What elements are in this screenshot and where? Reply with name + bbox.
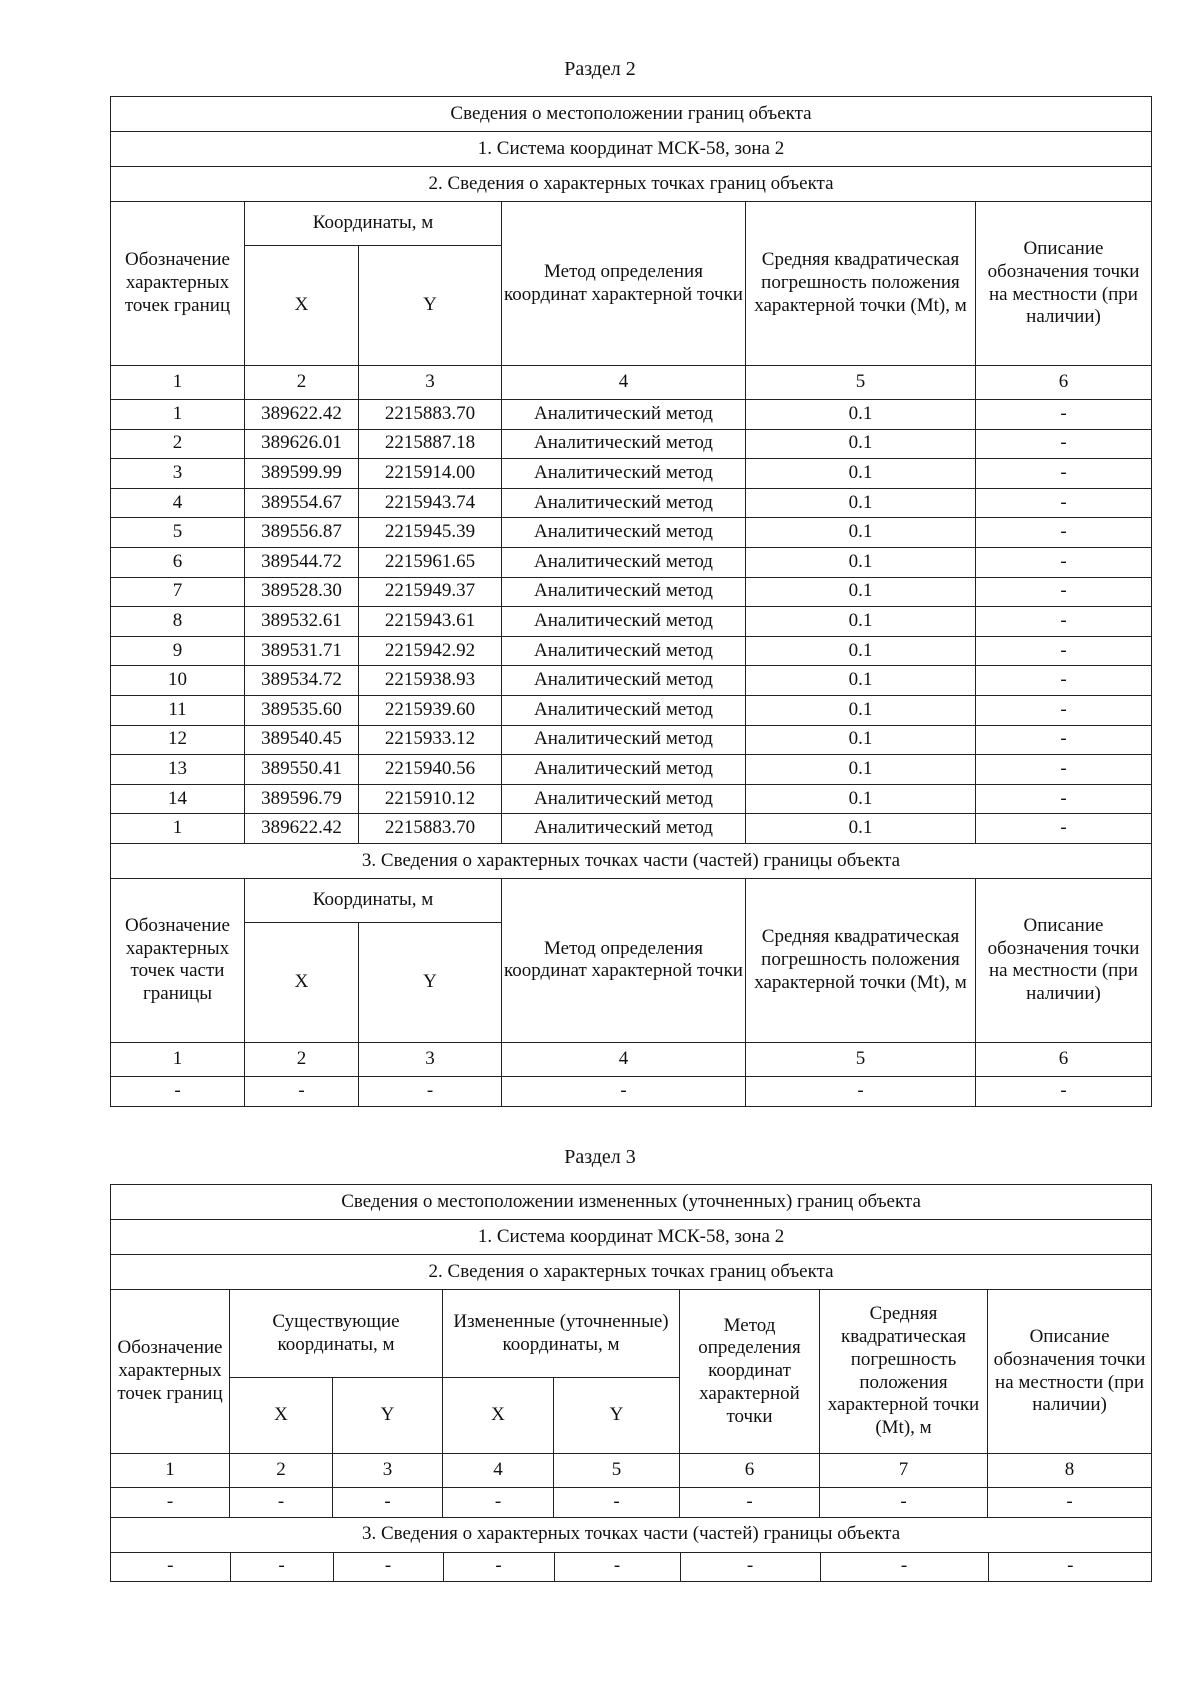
table-cell: 389532.61 <box>245 607 359 637</box>
table-cell: 0.1 <box>746 459 976 489</box>
table-cell: - <box>1067 1555 1074 1577</box>
column-number: 2 <box>230 1454 333 1488</box>
table-cell: 2215938.93 <box>359 666 502 696</box>
column-number: 2 <box>245 1042 359 1076</box>
table-cell: - <box>976 607 1152 637</box>
table-cell: 389556.87 <box>245 518 359 548</box>
table-cell: - <box>554 1553 680 1582</box>
column-number: 1 <box>111 366 245 400</box>
table-cell: - <box>976 1076 1152 1106</box>
section-2-title: Раздел 2 <box>564 58 636 80</box>
header-error: Средняя квадратическая погрешность положения характерной точки (Mt), м <box>746 202 976 366</box>
table-cell: 2215887.18 <box>359 429 502 459</box>
table-cell: 389599.99 <box>245 459 359 489</box>
table-cell: 0.1 <box>746 607 976 637</box>
parts-column-number-row <box>111 1042 1152 1076</box>
table-cell: - <box>443 1553 554 1582</box>
table-cell: Аналитический метод <box>502 607 746 637</box>
table-row <box>111 784 1152 814</box>
parts-header-x: X <box>245 922 359 1042</box>
table-cell: 0.1 <box>746 636 976 666</box>
table-cell: 0.1 <box>746 784 976 814</box>
table-cell: 389544.72 <box>245 547 359 577</box>
table-cell: - <box>988 1488 1152 1518</box>
table-cell: Аналитический метод <box>502 725 746 755</box>
table-row <box>111 429 1152 459</box>
table-cell: 2215943.61 <box>359 607 502 637</box>
table-row <box>111 459 1152 489</box>
table-cell: Аналитический метод <box>502 814 746 844</box>
table-cell: 14 <box>111 784 245 814</box>
table-cell: 0.1 <box>746 695 976 725</box>
header-coords: Координаты, м <box>245 202 502 246</box>
table-row <box>111 547 1152 577</box>
table-cell: 6 <box>111 547 245 577</box>
table-cell: 0.1 <box>746 814 976 844</box>
table-cell: Аналитический метод <box>502 784 746 814</box>
header-designation: Обозначение характерных точек границ <box>111 1290 230 1454</box>
table-cell: - <box>502 1076 746 1106</box>
table-cell: 1 <box>111 400 245 430</box>
table-cell: 389596.79 <box>245 784 359 814</box>
table-row <box>111 755 1152 785</box>
table-cell: 2215940.56 <box>359 755 502 785</box>
table-cell: 7 <box>111 577 245 607</box>
header-description: Описание обозначения точки на местности (при наличии) <box>976 202 1152 366</box>
points-heading: 2. Сведения о характерных точках границ объекта <box>111 167 1152 202</box>
s3-column-number-row <box>111 1454 1152 1488</box>
s3-parts-heading-row <box>111 1517 1152 1552</box>
header-x: X <box>443 1378 554 1454</box>
parts-header-designation: Обозначение характерных точек части границы <box>111 878 245 1042</box>
column-number: 5 <box>746 366 976 400</box>
column-number: 6 <box>976 1042 1152 1076</box>
table-cell: 13 <box>111 755 245 785</box>
column-number: 4 <box>502 366 746 400</box>
s3-parts-row-container <box>111 1552 1152 1582</box>
table-cell: - <box>443 1488 554 1518</box>
points-heading-row <box>111 167 1152 202</box>
table-row <box>111 666 1152 696</box>
table-cell: Аналитический метод <box>502 755 746 785</box>
table-cell: 0.1 <box>746 666 976 696</box>
table-cell: 0.1 <box>746 547 976 577</box>
section-2-heading-row <box>111 97 1152 132</box>
s3-points-heading-row <box>111 1255 1152 1290</box>
table-cell: 2215943.74 <box>359 488 502 518</box>
parts-heading: 3. Сведения о характерных точках части (частей) границы объекта <box>111 1517 1152 1552</box>
table-cell: - <box>976 488 1152 518</box>
table-cell: - <box>976 784 1152 814</box>
parts-header-coords: Координаты, м <box>245 878 502 922</box>
header-row-1 <box>111 202 1152 246</box>
table-cell: - <box>976 666 1152 696</box>
table-cell: - <box>554 1488 680 1518</box>
table-cell: 389528.30 <box>245 577 359 607</box>
header-designation: Обозначение характерных точек границ <box>111 202 245 366</box>
table-cell: 2215883.70 <box>359 400 502 430</box>
table-cell: 2215910.12 <box>359 784 502 814</box>
column-number: 7 <box>820 1454 988 1488</box>
section-3-heading: Сведения о местоположении измененных (уточненных) границ объекта <box>111 1185 1152 1220</box>
parts-data-row <box>111 1076 1152 1106</box>
table-row <box>111 488 1152 518</box>
column-number: 4 <box>443 1454 554 1488</box>
table-cell: 0.1 <box>746 755 976 785</box>
points-heading: 2. Сведения о характерных точках границ объекта <box>111 1255 1152 1290</box>
table-cell: - <box>680 1488 820 1518</box>
section-3-title: Раздел 3 <box>564 1146 636 1168</box>
table-cell: - <box>680 1553 820 1582</box>
header-changed-coords: Измененные (уточненные) координаты, м <box>443 1290 680 1378</box>
coord-system: 1. Система координат МСК-58, зона 2 <box>111 132 1152 167</box>
table-cell: - <box>976 459 1152 489</box>
column-number: 5 <box>554 1454 680 1488</box>
table-cell: - <box>976 636 1152 666</box>
table-cell: Аналитический метод <box>502 695 746 725</box>
table-cell: 389626.01 <box>245 429 359 459</box>
table-cell: Аналитический метод <box>502 577 746 607</box>
table-cell: - <box>976 695 1152 725</box>
table-row <box>111 725 1152 755</box>
column-number: 3 <box>359 366 502 400</box>
section-2-table <box>110 96 1152 1107</box>
table-cell: 389531.71 <box>245 636 359 666</box>
table-cell: 2215933.12 <box>359 725 502 755</box>
header-y: Y <box>333 1378 443 1454</box>
table-cell: - <box>245 1076 359 1106</box>
table-cell: 0.1 <box>746 577 976 607</box>
table-cell: 389534.72 <box>245 666 359 696</box>
section-3-heading-row <box>111 1185 1152 1220</box>
header-y: Y <box>554 1378 680 1454</box>
table-cell: 389622.42 <box>245 400 359 430</box>
header-x: X <box>230 1378 333 1454</box>
table-cell: - <box>333 1553 443 1582</box>
section-3-table <box>110 1184 1152 1582</box>
s3-parts-row <box>111 1552 1152 1582</box>
table-row <box>111 577 1152 607</box>
table-cell: Аналитический метод <box>502 636 746 666</box>
table-cell: 3 <box>111 459 245 489</box>
table-row <box>111 607 1152 637</box>
table-cell: Аналитический метод <box>502 666 746 696</box>
table-cell: 0.1 <box>746 488 976 518</box>
table-cell: - <box>230 1553 333 1582</box>
s3-data-row <box>111 1488 1152 1518</box>
table-cell: Аналитический метод <box>502 429 746 459</box>
table-cell: - <box>111 1488 230 1518</box>
table-cell: - <box>333 1488 443 1518</box>
table-row <box>111 814 1152 844</box>
header-existing-coords: Существующие координаты, м <box>230 1290 443 1378</box>
section-2-heading: Сведения о местоположении границ объекта <box>111 97 1152 132</box>
table-cell: - <box>111 1553 230 1582</box>
table-cell: - <box>746 1076 976 1106</box>
table-cell: Аналитический метод <box>502 459 746 489</box>
column-number: 6 <box>976 366 1152 400</box>
table-cell: 2215939.60 <box>359 695 502 725</box>
table-cell: - <box>976 400 1152 430</box>
coord-system-row <box>111 132 1152 167</box>
table-cell: 4 <box>111 488 245 518</box>
parts-header-error: Средняя квадратическая погрешность положения характерной точки (Mt), м <box>746 878 976 1042</box>
table-cell: - <box>820 1488 988 1518</box>
table-cell: 5 <box>111 518 245 548</box>
parts-heading-row <box>111 843 1152 878</box>
table-cell: - <box>976 725 1152 755</box>
column-number: 3 <box>359 1042 502 1076</box>
table-cell: - <box>230 1488 333 1518</box>
table-cell: 0.1 <box>746 400 976 430</box>
table-cell: 2215914.00 <box>359 459 502 489</box>
table-cell: 0.1 <box>746 518 976 548</box>
table-cell: Аналитический метод <box>502 547 746 577</box>
parts-header-method: Метод определения координат характерной точки <box>502 878 746 1042</box>
table-cell: 2 <box>111 429 245 459</box>
s3-header-row-1 <box>111 1290 1152 1378</box>
table-cell: 0.1 <box>746 429 976 459</box>
header-description: Описание обозначения точки на местности (при наличии) <box>988 1290 1152 1454</box>
parts-heading: 3. Сведения о характерных точках части (частей) границы объекта <box>111 843 1152 878</box>
column-number: 6 <box>680 1454 820 1488</box>
coord-system: 1. Система координат МСК-58, зона 2 <box>111 1220 1152 1255</box>
column-number: 4 <box>502 1042 746 1076</box>
s3-parts-subtable <box>111 1553 1152 1582</box>
table-cell: - <box>359 1076 502 1106</box>
header-method: Метод определения координат характерной точки <box>680 1290 820 1454</box>
table-cell: - <box>976 518 1152 548</box>
table-cell: - <box>976 429 1152 459</box>
column-number: 3 <box>333 1454 443 1488</box>
table-cell: 389535.60 <box>245 695 359 725</box>
table-cell: 389540.45 <box>245 725 359 755</box>
table-cell: - <box>976 755 1152 785</box>
table-cell: - <box>976 577 1152 607</box>
column-number: 1 <box>111 1454 230 1488</box>
table-cell: Аналитический метод <box>502 488 746 518</box>
table-row <box>111 518 1152 548</box>
table-cell: - <box>976 814 1152 844</box>
table-cell: 2215961.65 <box>359 547 502 577</box>
column-number: 8 <box>988 1454 1152 1488</box>
table-cell: Аналитический метод <box>502 518 746 548</box>
s3-coord-system-row <box>111 1220 1152 1255</box>
table-cell: 2215942.92 <box>359 636 502 666</box>
table-cell: 11 <box>111 695 245 725</box>
parts-header-description: Описание обозначения точки на местности (при наличии) <box>976 878 1152 1042</box>
table-cell: 0.1 <box>746 725 976 755</box>
table-cell: 8 <box>111 607 245 637</box>
table-cell: - <box>976 547 1152 577</box>
table-cell: 389554.67 <box>245 488 359 518</box>
column-number: 2 <box>245 366 359 400</box>
column-number: 5 <box>746 1042 976 1076</box>
header-x: X <box>245 246 359 366</box>
table-cell: 2215945.39 <box>359 518 502 548</box>
table-cell: Аналитический метод <box>502 400 746 430</box>
table-cell: 10 <box>111 666 245 696</box>
table-cell: 2215949.37 <box>359 577 502 607</box>
table-row <box>111 695 1152 725</box>
table-cell: - <box>820 1553 988 1582</box>
table-cell: 389550.41 <box>245 755 359 785</box>
parts-header-y: Y <box>359 922 502 1042</box>
column-number-row <box>111 366 1152 400</box>
table-cell: 389622.42 <box>245 814 359 844</box>
table-cell: 12 <box>111 725 245 755</box>
table-row <box>111 636 1152 666</box>
table-row <box>111 400 1152 430</box>
column-number: 1 <box>111 1042 245 1076</box>
table-cell: 2215883.70 <box>359 814 502 844</box>
header-y: Y <box>359 246 502 366</box>
header-method: Метод определения координат характерной точки <box>502 202 746 366</box>
table-cell: 9 <box>111 636 245 666</box>
table-cell: 1 <box>111 814 245 844</box>
header-error: Средняя квадратическая погрешность положения характерной точки (Mt), м <box>820 1290 988 1454</box>
table-cell: - <box>111 1076 245 1106</box>
parts-header-row-1 <box>111 878 1152 922</box>
